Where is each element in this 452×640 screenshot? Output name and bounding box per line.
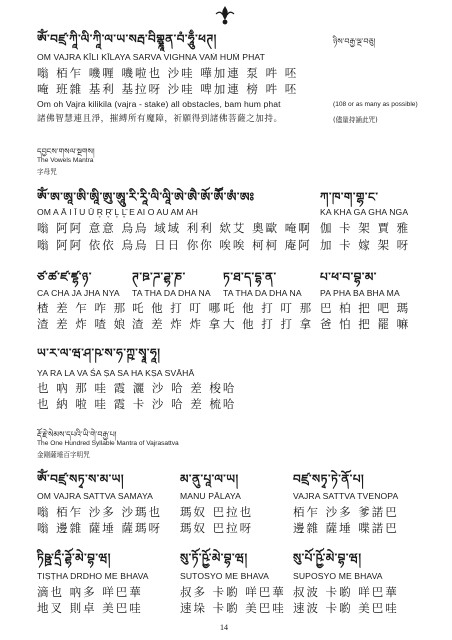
kila-note-english: (108 or as many as possible) xyxy=(333,101,418,108)
kila-count-tibetan: ཉིས་བརྒྱ་ལྔ་བཅུ། xyxy=(333,37,376,46)
vajrasattva-1-roman: OM VAJRA SATTVA SAMAYA xyxy=(37,491,154,501)
kila-note-cjk: (儘量持誦此咒) xyxy=(333,116,378,124)
vajrasattva-4-cjk1: 滴也 吶多 咩巴華 xyxy=(37,585,143,599)
ca-row-cjk1: 楂 差 乍 咋 那 xyxy=(37,301,128,315)
kila-mantra-tibetan: ༀ་བཛྲ་ཀཱི་ལི་ཀཱི་ལ་ཡ་སརྦ་བིགྷྣཱན་བཾ་ཧཱུྃ་ཕཊ། xyxy=(37,32,217,46)
vowels-title-english: The Vowels Mantra xyxy=(37,157,94,164)
kila-mantra-roman: OM VAJRA KĪLI KĪLAYA SARVA VIGHNA VAṀ HUṀ PHAT xyxy=(37,52,265,62)
vajrasattva-4-cjk2: 地叉 則卓 美巴哇 xyxy=(37,601,143,615)
vajrasattva-5-roman: SUTOSYO ME BHAVA xyxy=(180,571,269,581)
ya-row-cjk1: 也 吶 那 哇 霞 灑 沙 哈 差 梭哈 xyxy=(37,381,237,395)
retroflex-ta-row-tibetan: ཊ་ཋ་ཌ་ཌྷ་ཎ་ xyxy=(132,270,186,284)
ka-row-tibetan: ཀ་ཁ་ག་གྷ་ང་ xyxy=(320,190,379,204)
pa-row-roman: PA PHA BA BHA MA xyxy=(320,288,400,298)
pa-row-tibetan: པ་ཕ་བ་བྷ་མ་ xyxy=(320,270,377,284)
dental-ta-row-cjk1: 吒 他 打 叮 那 xyxy=(223,301,314,315)
ca-row-cjk2: 渣 差 炸 喳 娘 xyxy=(37,317,128,331)
pa-row-cjk2: 爸 怕 把 罷 嘛 xyxy=(320,317,411,331)
dental-ta-row-tibetan: ཏ་ཐ་ད་དྷ་ན་ xyxy=(223,270,277,284)
vowels-mantra-roman: OM A Ā I Ī U Ū R̥ R̥̄ L̥ L̥̄ E AI O AU AM AH xyxy=(37,207,198,217)
vajrasattva-title-cjk: 金剛薩埵百字明咒 xyxy=(37,452,90,459)
vajrasattva-5-cjk1: 叔多 卡喲 咩巴華 xyxy=(180,585,286,599)
kila-mantra-cjk1: 嗡 栢乍 嘰喱 嘰啦也 沙哇 嘩加連 泵 吽 呸 xyxy=(37,66,299,80)
ka-row-roman: KA KHA GA GHA NGA xyxy=(320,207,409,217)
dental-ta-row-cjk2: 大 他 打 打 拿 xyxy=(223,317,314,331)
retroflex-ta-row-cjk2: 渣 差 炸 炸 拿 xyxy=(132,317,223,331)
pa-row-cjk1: 巴 柏 把 吧 瑪 xyxy=(320,301,411,315)
vajrasattva-4-tibetan: ཏིཥྛ་དྲྀ་ཌྷོ་མེ་བྷ་ཝ། xyxy=(37,551,111,565)
kila-mantra-english: Om oh Vajra kilikila (vajra - stake) all obstacles, bam hum phat xyxy=(37,99,281,109)
vajrasattva-2-roman: MANU PĀLAYA xyxy=(180,491,241,501)
vajrasattva-1-cjk1: 嗡 栢乍 沙多 沙瑪也 xyxy=(37,505,162,519)
vajrasattva-5-tibetan: སུ་ཏོ་ཥྱོ་མེ་བྷ་ཝ། xyxy=(180,551,248,565)
retroflex-ta-row-cjk1: 吒 他 打 叮 哪 xyxy=(132,301,223,315)
vajrasattva-3-cjk1: 栢乍 沙多 爹諾巴 xyxy=(293,505,399,519)
vajrasattva-2-cjk1: 瑪奴 巴拉也 xyxy=(180,505,254,519)
vajrasattva-3-tibetan: བཛྲ་སཏྭ་ཏེ་ནོ་པ། xyxy=(293,472,365,486)
kila-translation-cjk: 諸佛智慧連且淨，摧縛所有魔障，祈願得到諸佛菩薩之加持。 xyxy=(37,114,283,124)
vajrasattva-2-cjk2: 瑪奴 巴拉呀 xyxy=(180,521,254,535)
page-number: 14 xyxy=(220,623,228,632)
vajrasattva-6-cjk2: 速波 卡喲 美巴哇 xyxy=(293,601,399,615)
ka-row-cjk2: 加 卡 嫁 架 呀 xyxy=(320,238,411,252)
vajrasattva-4-roman: TIṢṬHA DRDHO ME BHAVA xyxy=(37,571,149,581)
ya-row-roman: YA RA LA VA ŚA ṢA SA HA KṢA SVĀHĀ xyxy=(37,368,195,378)
retroflex-ta-row-roman: TA THA DA DHA NA xyxy=(132,288,211,298)
vajrasattva-3-cjk2: 邊雜 薩埵 喋諾巴 xyxy=(293,521,399,535)
ca-row-roman: CA CHA JA JHA NYA xyxy=(37,288,120,298)
ya-row-tibetan: ཡ་ར་ལ་ཝ་ཤ་ཥ་ས་ཧ་ཀྵ་སྭཱ་ཧཱ། xyxy=(37,346,161,360)
vowels-title-tibetan: དབྱངས་གསལ་སྔགས། xyxy=(37,147,95,156)
vajrasattva-title-tibetan: རྡོ་རྗེ་སེམས་དཔའི་ཡི་གེ་བརྒྱ་པ། xyxy=(37,430,117,439)
ka-row-cjk1: 伽 卡 架 賈 雅 xyxy=(320,221,411,235)
vajrasattva-6-cjk1: 叔波 卡喲 咩巴華 xyxy=(293,585,399,599)
vajrasattva-2-tibetan: མ་ནུ་པཱ་ལ་ཡ། xyxy=(180,472,239,486)
vajrasattva-6-roman: SUPOSYO ME BHAVA xyxy=(293,571,383,581)
vowels-mantra-cjk1: 嗡 阿阿 意意 烏烏 域域 利利 欸艾 奧歐 唵啊 xyxy=(37,221,312,235)
ca-row-tibetan: ཙ་ཚ་ཛ་ཛྷ་ཉ་ xyxy=(37,270,92,284)
vajrasattva-6-tibetan: སུ་པོ་ཥྱོ་མེ་བྷ་ཝ། xyxy=(293,551,362,565)
vowels-mantra-tibetan: ༀ་ཨ་ཨཱ་ཨི་ཨཱི་ཨུ་ཨཱུ་རི་རཱི་ལི་ལཱི་ཨེ་ཨཻ་ཨོ་ཨཽ་ཨཾ་ཨཿ xyxy=(37,190,255,204)
vajrasattva-title-english: The One Hundred Syllable Mantra of Vajrasattva xyxy=(37,440,179,447)
ornament-icon xyxy=(212,4,238,26)
vowels-title-cjk: 字母咒 xyxy=(37,169,57,176)
vajrasattva-5-cjk2: 速垛 卡喲 美巴哇 xyxy=(180,601,286,615)
vajrasattva-3-roman: VAJRA SATTVA TVENOPA xyxy=(293,491,399,501)
kila-mantra-cjk2: 唵 班雜 基利 基拉呀 沙哇 啤加連 榜 吽 呸 xyxy=(37,82,299,96)
vowels-mantra-cjk2: 嗡 阿阿 依依 烏烏 日日 你你 唉唉 柯柯 庵阿 xyxy=(37,238,312,252)
vajrasattva-1-tibetan: ༀ་བཛྲ་སཏྭ་ས་མ་ཡ། xyxy=(37,472,125,486)
dental-ta-row-roman: TA THA DA DHA NA xyxy=(223,288,302,298)
ya-row-cjk2: 也 納 啦 哇 霞 卡 沙 哈 差 梳哈 xyxy=(37,397,237,411)
vajrasattva-1-cjk2: 嗡 邊雜 薩埵 薩瑪呀 xyxy=(37,521,162,535)
